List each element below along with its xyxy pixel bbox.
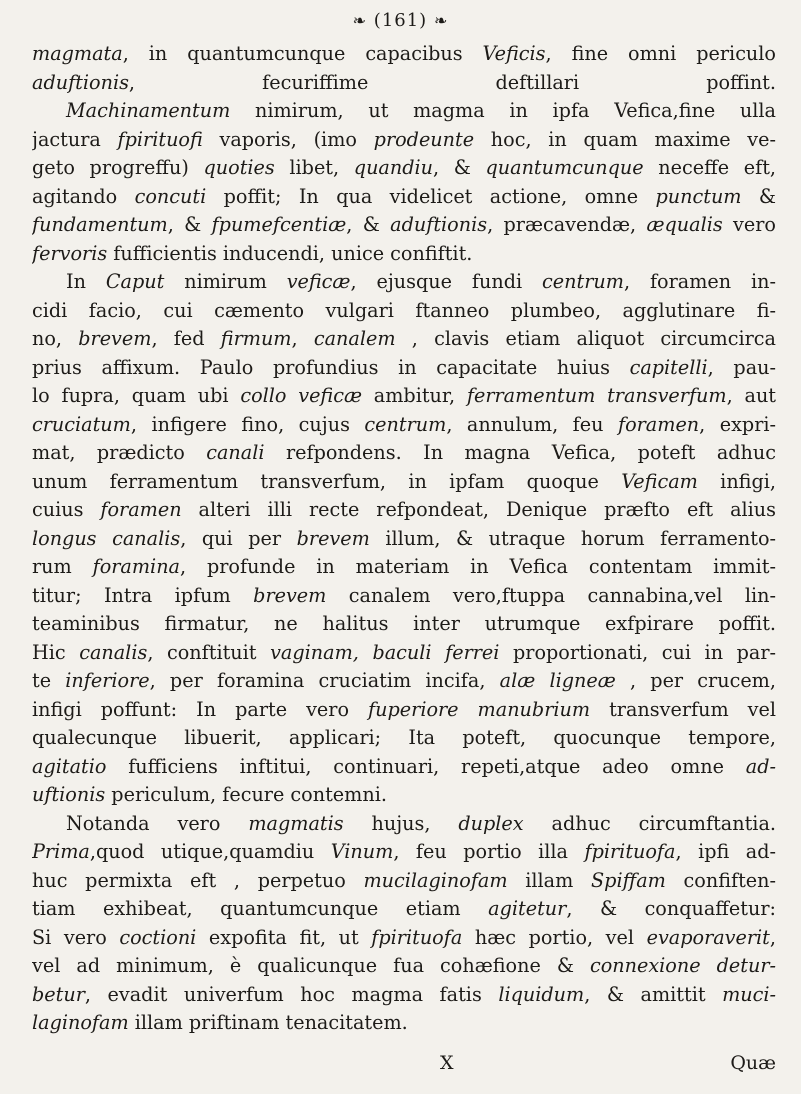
text-run: jactura: [32, 127, 118, 151]
text-line: [32, 183, 776, 212]
text-run: qualecunque libuerit, applicari; Ita poteft, quocunque tempore,: [32, 726, 776, 749]
text-line: [32, 553, 776, 582]
italic-term: concuti: [134, 184, 207, 208]
text-run: neceffe eft,: [643, 156, 776, 179]
text-line: [32, 952, 776, 981]
text-run: lo fupra, quam ubi: [32, 384, 241, 407]
text-run: hoc, in quam maxime ve-: [474, 127, 776, 151]
text-run: , clavis etiam aliquot circumcirca: [395, 327, 776, 350]
text-run: ,: [291, 327, 314, 350]
italic-term: firmum: [220, 327, 292, 350]
italic-term: mucilaginofam: [363, 868, 508, 892]
text-run: In: [66, 270, 106, 293]
page-number: (161): [373, 10, 428, 31]
text-run: poffit; In qua videlicet actione, omne: [206, 184, 656, 208]
text-line: [32, 411, 776, 440]
text-run: periculum, fecure contemni.: [105, 783, 387, 806]
text-run: alteri illi recte refpondeat, Denique præfto eft alius: [181, 498, 776, 521]
text-run: , annulum, feu: [446, 412, 618, 436]
italic-term: Veficam: [621, 469, 698, 493]
text-run: nimirum: [164, 270, 287, 293]
text-run: , in quantumcunque capacibus: [122, 42, 483, 65]
text-line: [32, 724, 776, 753]
text-run: Hic: [32, 640, 80, 664]
text-run: , ipfi ad-: [675, 840, 776, 863]
italic-term: quoties: [203, 156, 275, 179]
text-run: rum: [32, 555, 93, 578]
text-run: , profunde in materiam in Vefica contentam immit-: [180, 555, 776, 578]
text-line: [32, 439, 776, 468]
text-run: illum, & utraque horum ferramento-: [369, 526, 776, 550]
text-run: te: [32, 669, 66, 692]
italic-term: fpirituofa: [584, 840, 676, 863]
italic-term: canali: [206, 441, 265, 464]
text-line: [32, 211, 776, 240]
italic-term: collo veficæ: [240, 384, 363, 407]
text-run: canalem vero,ftuppa cannabina,vel lin-: [326, 583, 776, 607]
italic-term: muci-: [722, 982, 776, 1006]
page-header: [0, 10, 801, 31]
italic-term: alæ ligneæ: [499, 669, 616, 692]
italic-term: ferramentum transverfum: [466, 384, 727, 407]
text-run: , per foramina cruciatim incifa,: [149, 669, 500, 692]
text-line: [32, 981, 776, 1010]
italic-term: Spiffam: [591, 868, 666, 892]
text-run: infigi,: [697, 469, 776, 493]
italic-term: coctioni: [119, 925, 197, 949]
text-run: , per crucem,: [615, 669, 776, 692]
text-run: vero: [722, 213, 776, 236]
italic-term: quantumcunque: [485, 156, 644, 179]
text-run: vaporis, (imo: [202, 127, 374, 151]
text-line: [32, 696, 776, 725]
italic-term: duplex: [458, 811, 524, 835]
text-run: cidi facio, cui cæmento vulgari ftanneo plumbeo, agglutinare fi-: [32, 298, 776, 322]
text-run: , infigere fino, cujus: [130, 412, 365, 436]
italic-term: prodeunte: [373, 127, 475, 151]
text-line: [32, 297, 776, 326]
signature-mark: X: [440, 1052, 454, 1074]
text-run: , pau-: [707, 355, 776, 379]
italic-term: liquidum: [498, 982, 585, 1006]
text-run: hujus,: [343, 811, 459, 835]
text-line: [32, 382, 776, 411]
text-run: tiam exhibeat, quantumcunque etiam: [32, 897, 489, 920]
text-run: teaminibus firmatur, ne halitus inter utrumque exfpirare poffit.: [32, 612, 776, 635]
italic-term: fpirituofa: [371, 925, 463, 949]
text-line: [32, 639, 776, 668]
text-line: [32, 126, 776, 155]
text-run: huc permixta eft , perpetuo: [32, 868, 364, 892]
italic-term: fpumefcentiæ: [211, 213, 347, 236]
text-run: no,: [32, 327, 79, 350]
text-run: hæc portio, vel: [462, 925, 647, 949]
text-line: [32, 895, 776, 924]
italic-term: magmata: [32, 42, 123, 65]
italic-term: aduftionis: [32, 70, 129, 94]
text-run: transverfum vel: [590, 697, 776, 721]
italic-term: foramina: [92, 555, 180, 578]
text-run: fufficientis inducendi, unice confiftit.: [107, 241, 473, 265]
text-run: , expri-: [699, 412, 776, 436]
text-run: , foramen in-: [623, 270, 776, 293]
text-run: , fine omni periculo: [545, 42, 776, 65]
text-run: confiften-: [665, 868, 776, 892]
italic-term: ad-: [745, 754, 776, 778]
italic-term: uftionis: [32, 783, 106, 806]
italic-term: capitelli: [629, 355, 708, 379]
text-run: illam: [507, 868, 592, 892]
italic-term: foramen: [100, 498, 182, 521]
text-run: expofita fit, ut: [196, 925, 372, 949]
italic-term: brevem: [78, 327, 152, 350]
text-run: prius affixum. Paulo profundius in capacitate huius: [32, 355, 630, 379]
text-run: , evadit univerfum hoc magma fatis: [84, 982, 499, 1006]
italic-term: canalis: [79, 640, 148, 664]
text-run: illam priftinam tenacitatem.: [128, 1011, 408, 1034]
text-body: [32, 40, 776, 1038]
text-run: adhuc circumftantia.: [523, 811, 776, 835]
text-run: , &: [167, 213, 212, 236]
text-run: , præcavendæ,: [487, 213, 647, 236]
italic-term: fpirituofi: [117, 127, 203, 151]
text-run: , aut: [726, 384, 776, 407]
text-run: ambitur,: [362, 384, 467, 407]
text-run: , &: [346, 213, 391, 236]
text-line: [32, 781, 776, 810]
italic-term: cruciatum: [32, 412, 131, 436]
text-line: [32, 582, 776, 611]
text-run: , qui per: [180, 526, 297, 550]
italic-term: Machinamentum: [66, 99, 231, 122]
italic-term: Vinum: [330, 840, 394, 863]
text-run: Si vero: [32, 925, 120, 949]
italic-term: Caput: [105, 270, 165, 293]
text-run: ,quod utique,quamdiu: [89, 840, 331, 863]
text-run: fufficiens inftitui, continuari, repeti,atque adeo omne: [106, 754, 746, 778]
text-line: [32, 97, 776, 126]
italic-term: fundamentum: [32, 213, 168, 236]
text-line: [32, 838, 776, 867]
italic-term: agitatio: [32, 754, 107, 778]
text-line: [32, 468, 776, 497]
italic-term: Prima: [32, 840, 90, 863]
text-line: [32, 154, 776, 183]
italic-term: magmatis: [248, 811, 344, 835]
text-run: , fed: [151, 327, 221, 350]
text-run: ,: [769, 925, 776, 949]
text-line: [32, 325, 776, 354]
text-line: [32, 753, 776, 782]
italic-term: laginofam: [32, 1011, 129, 1034]
header-ornament-right: ❧: [433, 11, 449, 30]
text-line: [32, 496, 776, 525]
italic-term: longus canalis: [32, 526, 181, 550]
italic-term: brevem: [253, 583, 327, 607]
italic-term: brevem: [296, 526, 370, 550]
text-run: vel ad minimum, è qualicunque fua cohæfione &: [32, 954, 590, 977]
italic-term: æqualis: [646, 213, 723, 236]
text-run: unum ferramentum transverfum, in ipfam quoque: [32, 469, 622, 493]
text-run: mat, prædicto: [32, 441, 207, 464]
text-run: , ejusque fundi: [350, 270, 543, 293]
italic-term: vaginam, baculi ferrei: [270, 640, 500, 664]
text-line: [32, 240, 776, 269]
italic-term: centrum: [364, 412, 447, 436]
italic-term: aduftionis: [390, 213, 488, 236]
text-run: cuius: [32, 498, 101, 521]
italic-term: quandiu: [353, 156, 433, 179]
italic-term: fervoris: [32, 241, 108, 265]
text-run: nimirum, ut magma in ipfa Vefica,fine ulla: [230, 99, 776, 122]
italic-term: evaporaverit: [646, 925, 770, 949]
text-line: [32, 40, 776, 69]
italic-term: veficæ: [286, 270, 351, 293]
page-footer: [32, 1052, 776, 1080]
italic-term: punctum: [655, 184, 742, 208]
italic-term: canalem: [313, 327, 396, 350]
text-run: titur; Intra ipfum: [32, 583, 254, 607]
italic-term: connexione detur-: [589, 954, 776, 977]
italic-term: agitetur: [488, 897, 567, 920]
text-line: [32, 610, 776, 639]
italic-term: foramen: [617, 412, 700, 436]
text-run: agitando: [32, 184, 135, 208]
catchword: Quæ: [730, 1052, 776, 1074]
text-run: proportionati, cui in par-: [499, 640, 776, 664]
text-run: &: [741, 184, 776, 208]
text-line: [32, 268, 776, 297]
text-run: , feu portio illa: [393, 840, 585, 863]
text-run: geto progreffu): [32, 156, 204, 179]
text-run: , &: [433, 156, 486, 179]
italic-term: inferiore: [65, 669, 150, 692]
text-run: refpondens. In magna Vefica, poteft adhuc: [264, 441, 776, 464]
text-line: [32, 924, 776, 953]
text-line: [32, 810, 776, 839]
text-line: [32, 354, 776, 383]
text-line: [32, 867, 776, 896]
text-line: [32, 525, 776, 554]
text-run: infigi poffunt: In parte vero: [32, 697, 369, 721]
italic-term: centrum: [542, 270, 624, 293]
text-run: libet,: [274, 156, 354, 179]
text-run: , & conquaffetur:: [566, 897, 776, 920]
text-run: , & amittit: [584, 982, 723, 1006]
italic-term: betur: [32, 982, 85, 1006]
text-run: Notanda vero: [66, 811, 249, 835]
text-run: , conftituit: [147, 640, 271, 664]
text-line: [32, 69, 776, 98]
text-run: , fecuriffime deftillari poffint.: [128, 70, 776, 94]
italic-term: fuperiore manubrium: [368, 697, 591, 721]
italic-term: Veficis: [482, 42, 546, 65]
text-line: [32, 667, 776, 696]
header-ornament-left: ❧: [352, 11, 368, 30]
text-line: [32, 1009, 776, 1038]
